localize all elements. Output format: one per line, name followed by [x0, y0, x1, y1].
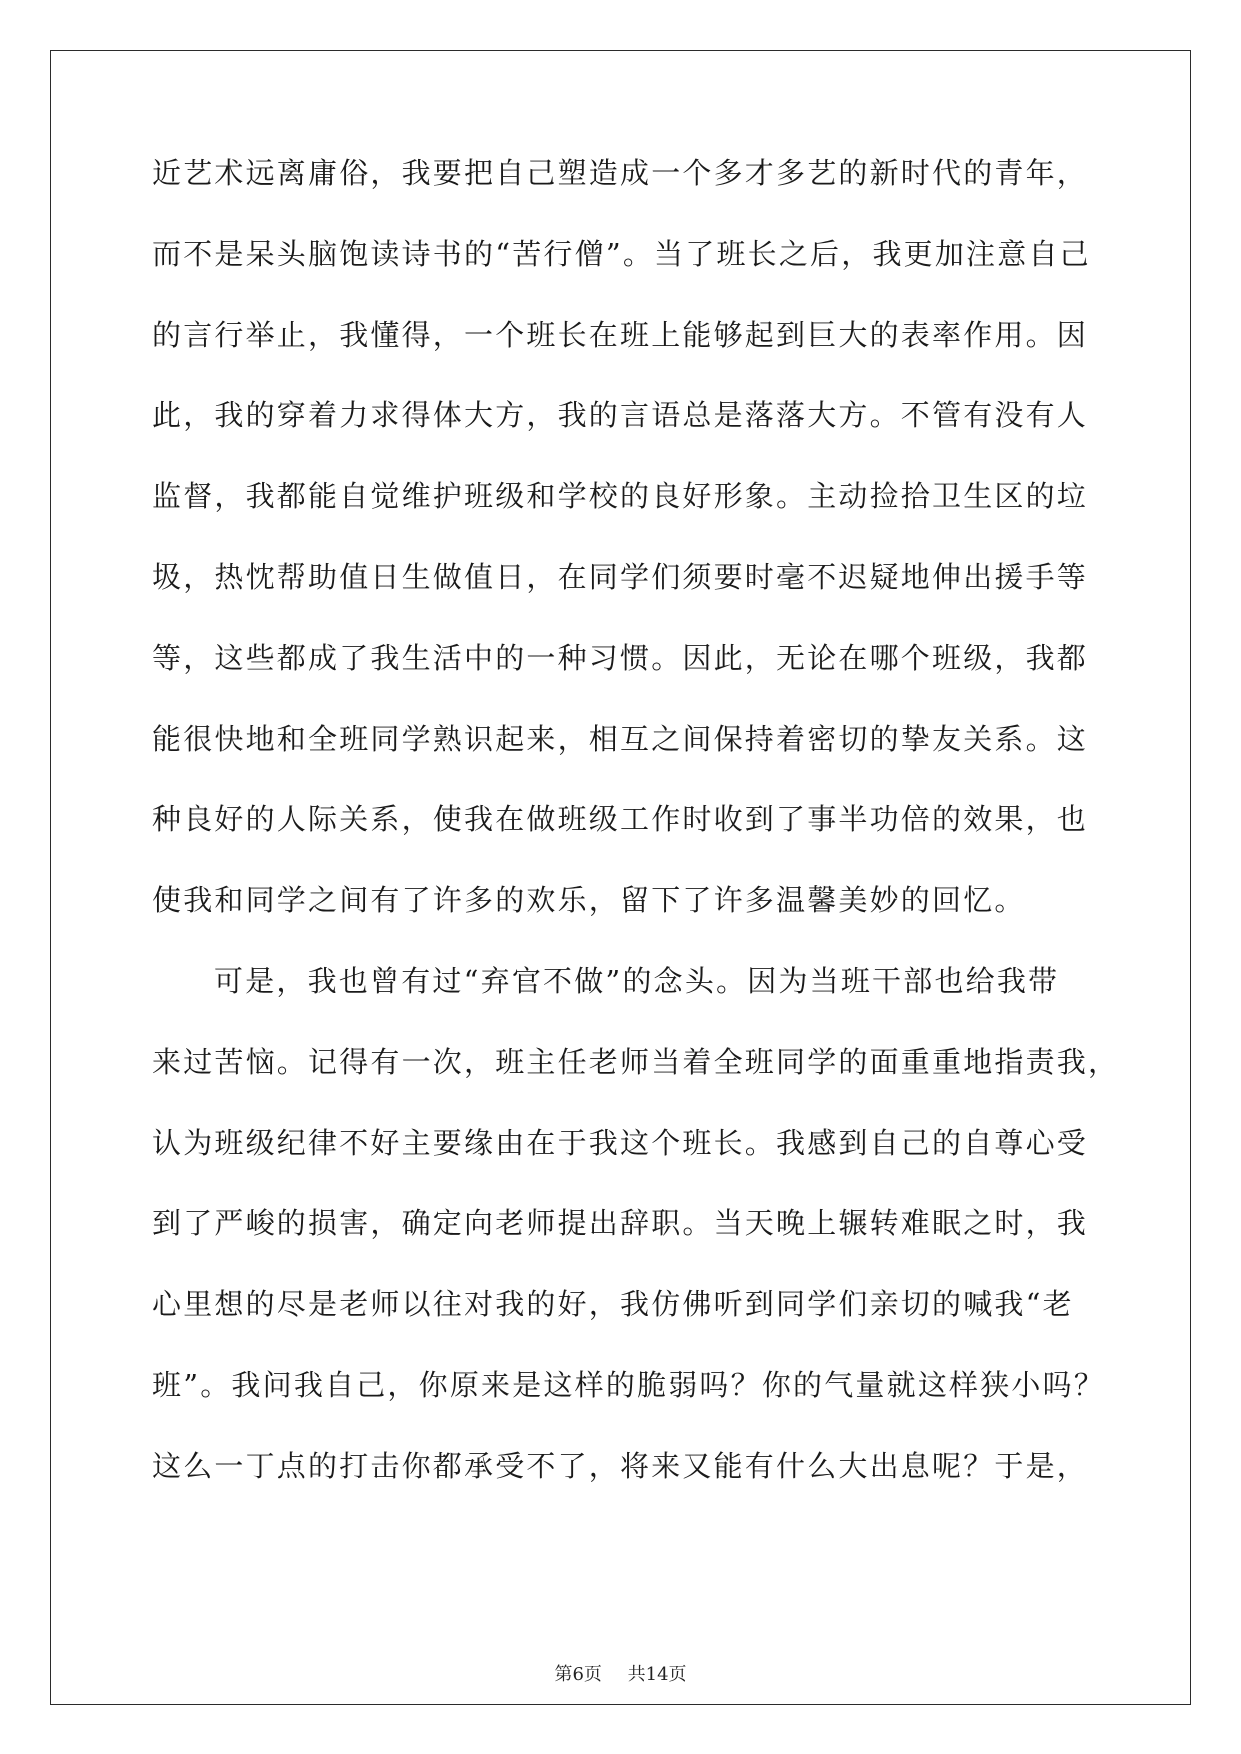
text-line: 可是，我也曾有过“弃官不做”的念头。因为当班干部也给我带 [214, 963, 1060, 998]
text-line: 等，这些都成了我生活中的一种习惯。因此，无论在哪个班级，我都 [152, 640, 1089, 675]
text-line: 的言行举止，我懂得，一个班长在班上能够起到巨大的表率作用。因 [152, 317, 1089, 352]
text-line: 此，我的穿着力求得体大方，我的言语总是落落大方。不管有没有人 [152, 398, 1089, 433]
text-line: 能很快地和全班同学熟识起来，相互之间保持着密切的挚友关系。这 [152, 721, 1089, 756]
text-line: 圾，热忱帮助值日生做值日，在同学们须要时毫不迟疑地伸出援手等 [152, 559, 1089, 594]
text-line: 种良好的人际关系，使我在做班级工作时收到了事半功倍的效果，也 [152, 802, 1089, 837]
text-line: 监督，我都能自觉维护班级和学校的良好形象。主动捡拾卫生区的垃 [152, 479, 1089, 514]
text-line: 近艺术远离庸俗，我要把自己塑造成一个多才多艺的新时代的青年， [152, 156, 1089, 190]
page-total: 共14页 [627, 1664, 687, 1685]
text-line: 来过苦恼。记得有一次，班主任老师当着全班同学的面重重地指责我， [152, 1044, 1120, 1079]
text-line: 到了严峻的损害，确定向老师提出辞职。当天晚上辗转难眠之时，我 [152, 1206, 1089, 1241]
text-line: 认为班级纪律不好主要缘由在于我这个班长。我感到自己的自尊心受 [152, 1125, 1089, 1160]
text-line: 使我和同学之间有了许多的欢乐，留下了许多温馨美妙的回忆。 [152, 883, 1026, 918]
text-line: 心里想的尽是老师以往对我的好，我仿佛听到同学们亲切的喊我“老 [152, 1287, 1074, 1322]
page-footer [0, 1660, 1241, 1686]
text-line: 而不是呆头脑饱读诗书的“苦行僧”。当了班长之后，我更加注意自己 [152, 236, 1091, 271]
text-line: 班”。我问我自己，你原来是这样的脆弱吗？你的气量就这样狭小吗？ [152, 1367, 1106, 1402]
page-number: 第6页 [554, 1664, 602, 1685]
body-text [152, 153, 1120, 1527]
text-line: 这么一丁点的打击你都承受不了，将来又能有什么大出息呢？于是， [152, 1448, 1089, 1483]
